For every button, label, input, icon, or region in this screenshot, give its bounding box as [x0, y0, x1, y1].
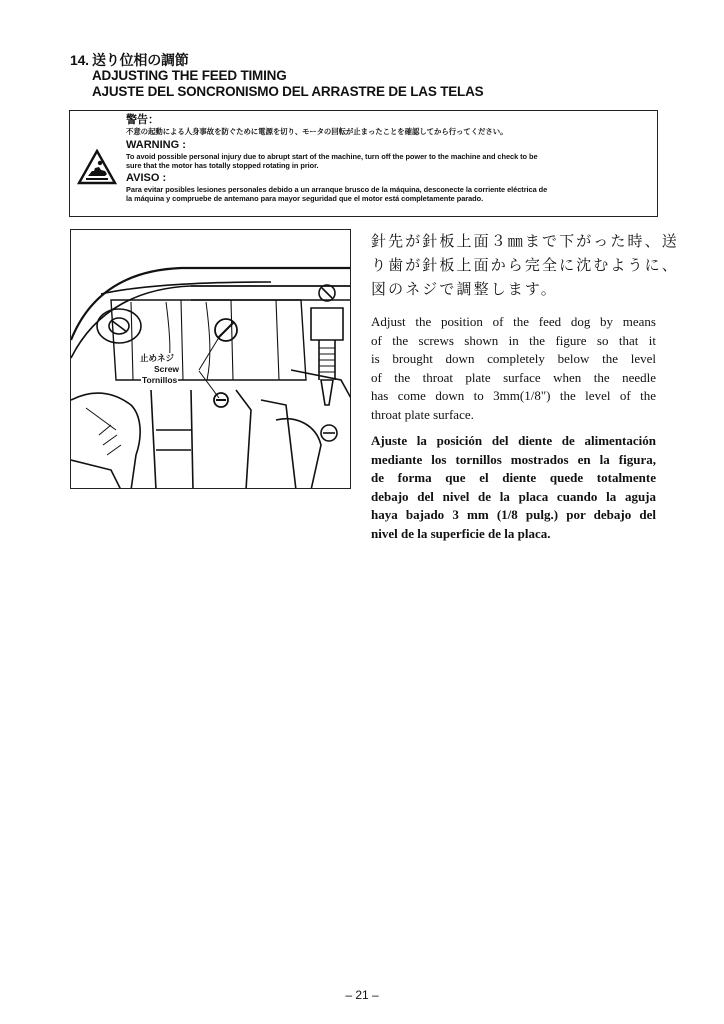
- instructions-jp: [371, 229, 679, 301]
- section-heading: [70, 52, 483, 100]
- es-line: de forma que el diente quede totalmente: [371, 470, 656, 485]
- callout-jp: 止めネジ: [140, 353, 175, 363]
- jp-line: 針先が針板上面３㎜まで下がった時、送: [371, 232, 679, 250]
- warning-es-line: la máquina y compruebe de antemano para mayor seguridad que el motor está completamente parado.: [126, 193, 484, 203]
- en-line: has come down to 3mm(1/8") the level of the: [371, 388, 656, 403]
- title-es: AJUSTE DEL SONCRONISMO DEL ARRASTRE DE LAS TELAS: [92, 84, 484, 99]
- en-line: throat plate surface.: [371, 406, 474, 422]
- warning-es-line: Para evitar posibles lesiones personales debido a un arranque brusco de la máquina, desconecte la corriente eléctrica de: [126, 184, 548, 194]
- warning-es-title: AVISO :: [126, 171, 167, 184]
- es-line: debajo del nivel de la placa cuando la aguja: [371, 488, 656, 504]
- jp-line: り歯が針板上面から完全に沈むように、: [371, 256, 679, 274]
- en-line: of the screws shown in the figure so that it: [371, 332, 656, 348]
- callout-en: Screw: [154, 364, 180, 374]
- en-line: Adjust the position of the feed dog by means: [371, 314, 656, 329]
- section-number: 14.: [70, 52, 89, 68]
- warning-jp-body: 不意の起動による人身事故を防ぐために電源を切り、モータの回転が止まったことを確認してから行ってください。: [126, 127, 508, 136]
- heading-jp: [70, 52, 483, 68]
- es-line: nivel de la superficie de la placa.: [371, 525, 551, 541]
- es-line: mediante los tornillos mostrados en la figura,: [371, 451, 656, 467]
- callout-es: Tornillos: [142, 375, 178, 385]
- mechanism-figure: [70, 229, 351, 489]
- hand-caution-warning-icon: [77, 149, 117, 185]
- warning-en-line: To avoid possible personal injury due to abrupt start of the machine, turn off the power to the machine and check to be: [126, 152, 538, 162]
- warning-jp-title: 警告：: [126, 114, 159, 126]
- en-line: of the throat plate surface when the needle: [371, 369, 656, 385]
- page-number: – 21 –: [345, 988, 379, 1002]
- feed-mechanism-illustration: [71, 230, 351, 489]
- es-line: Ajuste la posición del diente de alimentación: [371, 433, 656, 448]
- warning-en-title: WARNING :: [126, 139, 186, 152]
- instructions-en: [371, 313, 656, 424]
- instructions-es: [371, 432, 656, 543]
- warning-en-line: sure that the motor has totally stopped rotating in prior.: [126, 161, 319, 171]
- es-line: haya bajado 3 mm (1/8 pulg.) por debajo del: [371, 507, 656, 522]
- title-en: ADJUSTING THE FEED TIMING: [92, 68, 287, 83]
- jp-line: 図のネジで調整します。: [371, 280, 558, 298]
- warning-box: [69, 110, 658, 217]
- title-jp: 送り位相の調節: [92, 52, 189, 68]
- en-line: is brought down completely below the level: [371, 351, 656, 366]
